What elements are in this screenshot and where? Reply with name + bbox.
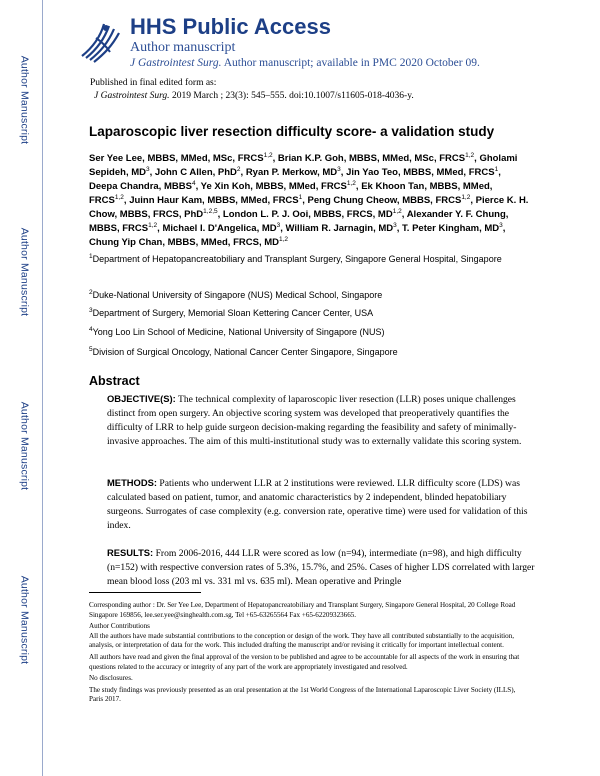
methods-text: Patients who underwent LLR at 2 institutions were reviewed. LLR difficulty score (LDS) was calculated based on patient, tumor, and anatomic characteristics by 2 independent, blinded hepatobiliary surgeons. Surrogates of case complexity (e.g. conversion rate, operative time) were used for validation of this index. [107, 478, 528, 531]
author-affiliation-marker: 1,2 [279, 236, 289, 243]
author-affiliation-marker: 3 [337, 166, 341, 173]
publication-info [90, 77, 414, 103]
affiliation-3: $^3$Department of Surgery, Memorial Sloan Kettering Cancer Center, USA [89, 307, 374, 318]
author-name: William R. Jarnagin, MD [285, 223, 394, 234]
author-entry [201, 181, 356, 192]
author-name: Michael I. D'Angelica, MD [162, 223, 277, 234]
availability-text: Author manuscript; available in PMC 2020 October 09. [223, 57, 480, 69]
author-list: Ser Yee Lee, MBBS, MMed, MSc, FRCS$^{1,2}$, Brian K.P. Goh, MBBS, MMed, MSc, FRCS$^{1,2}$, Gholami Sepideh, $MD^3$, John C Allen, PhD$^2$, Ryan P. Merkow, $MD^3$, Jin Yao Teo, MBBS, MMed, FRCS$^1$, Deepa Chandra, MBBS$^4$, Ye Xin Koh, MBBS, MMed, FRCS$^{1,2}$, Ek Khoon Tan, MBBS, MMed, FRCS$^{1,2}$, Juinn Haur Kam, MBBS, MMed, FRCS$^1$, Peng Chung Cheow, MBBS, FRCS$^{1,2}$, Pierce K. H. Chow, MBBS, FRCS, PhD$^{1,2,5}$, London L. P. J. Ooi, MBBS, FRCS, MD$^{1,2}$, Alexander Y. F. Chung, MBBS, FRCS$^{1,2}$, Michael I. D'Angelica, $MD^3$, William R. Jarnagin, $MD^3$, T. Peter Kingham, $MD^3$, Chung Yip Chan, MBBS, MMed, FRCS, MD$^{1,2}$ [89, 152, 529, 248]
corresponding-author-note: Corresponding author : Dr. Ser Yee Lee, Department of Hepatopancreatobiliary and Transplant Surgery, Singapore General Hospital, 20 College Road Singapore 169856, lee.ser.yee@singhealth.com.sg, Tel +65-63265564 Fax +65-62209323665. [89, 601, 516, 619]
author-name: Deepa Chandra, MBBS [89, 181, 192, 192]
published-label: Published in final edited form as: [90, 78, 217, 88]
author-name: Brian K.P. Goh, MBBS, MMed, MSc, FRCS [277, 153, 466, 164]
author-affiliation-marker: 3 [393, 222, 397, 229]
author-name: Alexander Y. F. Chung, MBBS, FRCS [89, 209, 509, 234]
affiliation-2: $^2$Duke-National University of Singapore (NUS) Medical School, Singapore [89, 289, 383, 300]
author-affiliation-marker: 1,2 [346, 180, 356, 187]
author-name: Juinn Haur Kam, MBBS, MMed, FRCS [129, 195, 299, 206]
citation-line [90, 90, 414, 103]
approval-note: All authors have read and given the final approval of the version to be published and agree to be accountable for all aspects of the work in ensuring that questions related to the accuracy or integrity of any part of the work are appropriately investigated and resolved. [89, 652, 520, 671]
author-name: Jin Yao Teo, MBBS, MMed, FRCS [346, 167, 495, 178]
author-name: Peng Chung Cheow, MBBS, FRCS [307, 195, 462, 206]
author-entry [155, 167, 241, 178]
author-entry [346, 167, 498, 178]
hhs-eagle-logo-icon [76, 16, 126, 66]
author-name: Ryan P. Merkow, MD [245, 167, 338, 178]
author-entry [402, 223, 503, 234]
abstract-objective [107, 392, 537, 449]
contributions-note: All the authors have made substantial contributions to the conception or design of the work. They have all contributed substantially to the acquisition, analysis, or interpretation of data for the work. This included drafting the manuscript and/or revising it critically for important intellectual content. [89, 631, 515, 650]
footnote-divider [89, 592, 201, 593]
author-entry [89, 153, 273, 164]
author-entry [308, 195, 471, 206]
author-affiliation-marker: 1,2,5 [203, 208, 218, 215]
citation-journal: J Gastrointest Surg. [94, 91, 170, 101]
author-affiliation-marker: 3 [146, 166, 150, 173]
author-affiliation-marker: 1,2 [465, 152, 475, 159]
results-text: From 2006-2016, 444 LLR were scored as low (n=94), intermediate (n=98), and high difficulty (n=152) with respective conversion rates of 5.3%, 15.7%, and 25%. Cases of higher LDS correlated with larger mean blood loss (203 ml vs. 331 ml vs. 635 ml). Mean operative and Pringle [107, 548, 535, 587]
author-affiliation-marker: 1 [494, 166, 499, 173]
author-name: Pierce K. H. Chow, MBBS, FRCS, PhD [89, 195, 529, 220]
author-entry [129, 195, 302, 206]
author-affiliation-marker: 4 [191, 180, 196, 187]
author-affiliation-marker: 2 [236, 166, 241, 173]
author-affiliation-marker: 1,2 [392, 208, 402, 215]
author-affiliation-marker: 1,2 [148, 222, 158, 229]
author-name: Ser Yee Lee, MBBS, MMed, MSc, FRCS [89, 153, 264, 164]
author-entry [89, 237, 288, 248]
article-title: Laparoscopic liver resection difficulty score- a validation study [89, 124, 495, 139]
objective-label: OBJECTIVE(S): [107, 393, 176, 404]
affiliation-4: $^4$Yong Loo Lin School of Medicine, National University of Singapore (NUS) [89, 326, 385, 337]
citation-text: 2019 March ; 23(3): 545–555. doi:10.1007/s11605-018-4036-y. [171, 91, 414, 101]
author-name: Ek Khoon Tan, MBBS, MMed, FRCS [89, 181, 493, 206]
author-name: T. Peter Kingham, MD [402, 223, 500, 234]
affiliation-5: $^5$Division of Surgical Oncology, National Cancer Center Singapore, Singapore [89, 346, 398, 357]
author-name: London L. P. J. Ooi, MBBS, FRCS, MD [222, 209, 393, 220]
sidebar-divider [42, 0, 43, 776]
objective-text: The technical complexity of laparoscopic liver resection (LLR) poses unique challenges distinct from open surgery. An objective scoring system was developed that preoperatively quantifies the difficulty of LRR to help guide surgeon decision-making regarding the feasibility and safety of minimally-invasive approaches. The aim of this multi-institutional study was to externally validate this scoring system. [107, 394, 522, 447]
journal-availability [130, 57, 480, 69]
contributions-heading: Author Contributions [89, 622, 150, 631]
author-affiliation-marker: 3 [276, 222, 281, 229]
abstract-methods [107, 476, 537, 533]
sidebar-author-manuscript-label: Author Manuscript [18, 401, 31, 491]
author-name: John C Allen, PhD [154, 167, 237, 178]
journal-name: J Gastrointest Surg. [130, 57, 222, 69]
sidebar-author-manuscript-label: Author Manuscript [18, 227, 31, 317]
author-manuscript-subtitle: Author manuscript [130, 40, 236, 55]
author-name: Gholami Sepideh, MD [89, 153, 518, 178]
author-entry [89, 181, 196, 192]
sidebar-author-manuscript-label: Author Manuscript [18, 55, 31, 145]
author-affiliation-marker: 1 [298, 194, 303, 201]
author-affiliation-marker: 1,2 [461, 194, 471, 201]
abstract-results [107, 546, 537, 589]
author-name: Ye Xin Koh, MBBS, MMed, FRCS [200, 181, 347, 192]
author-entry [286, 223, 397, 234]
affiliation-1: $^1$Department of Hepatopancreatobiliary and Transplant Surgery, Singapore General Hospital, Singapore [89, 253, 502, 264]
methods-label: METHODS: [107, 477, 157, 488]
author-affiliation-marker: 1,2 [263, 152, 273, 159]
author-entry [223, 209, 402, 220]
sidebar-author-manuscript-label: Author Manuscript [18, 575, 31, 665]
results-label: RESULTS: [107, 547, 154, 558]
author-entry [162, 223, 280, 234]
author-affiliation-marker: 3 [499, 222, 503, 229]
presentation-note: The study findings was previously presented as an oral presentation at the 1st World Congress of the International Laparoscopic Liver Society (ILLS), Paris 2017. [89, 685, 516, 704]
hhs-public-access-title: HHS Public Access [130, 14, 331, 39]
abstract-heading: Abstract [89, 374, 140, 388]
author-entry [246, 167, 341, 178]
author-affiliation-marker: 1,2 [114, 194, 124, 201]
footnotes [89, 601, 529, 707]
author-entry [278, 153, 474, 164]
author-name: Chung Yip Chan, MBBS, MMed, FRCS, MD [89, 237, 279, 248]
disclosures-note: No disclosures. [89, 674, 133, 683]
